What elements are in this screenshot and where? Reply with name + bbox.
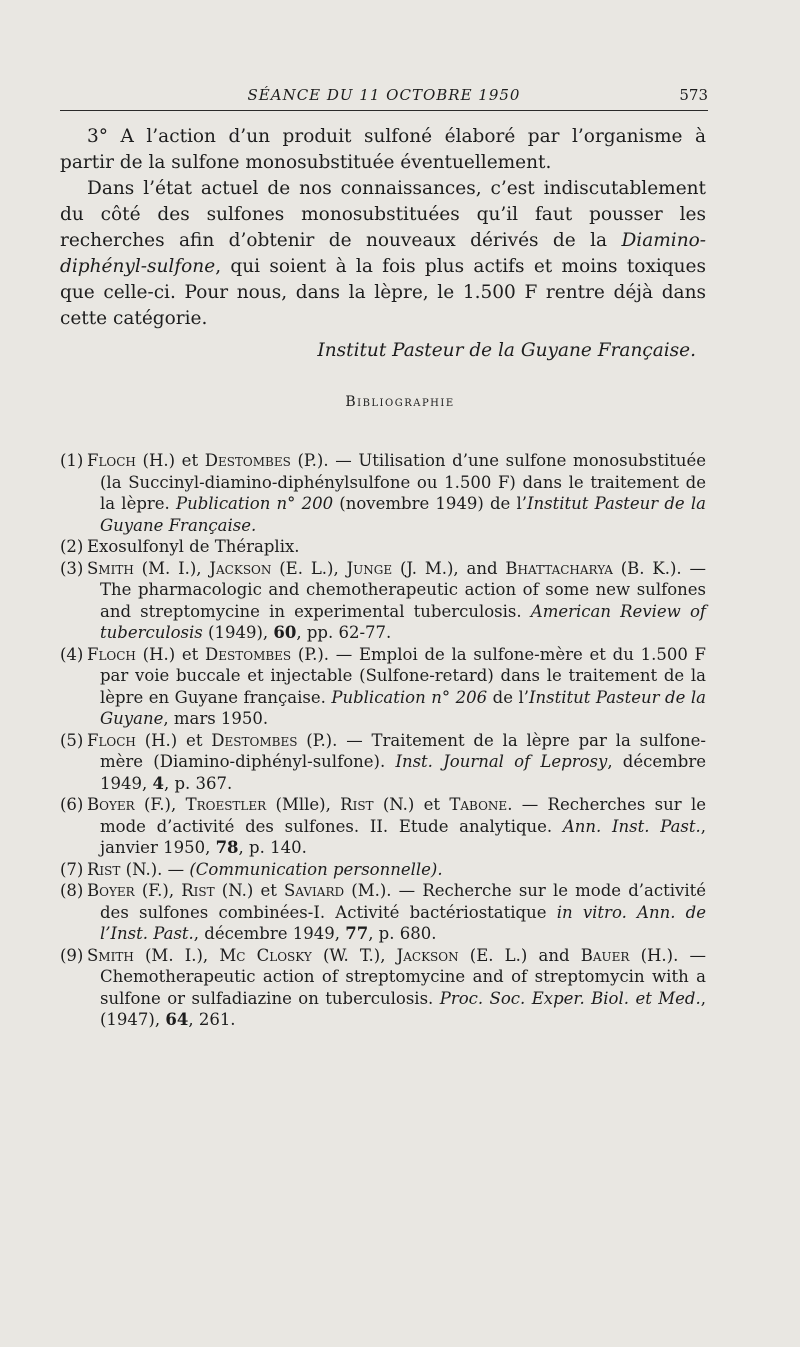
publication: (Communication personnelle). [189, 859, 443, 879]
reference-text: , janvier 1950, [100, 816, 707, 857]
reference-item [60, 644, 706, 730]
bibliography-title: Bibliographie [345, 394, 455, 410]
reference-text: (H.) et [135, 451, 205, 470]
reference-text: (H.) et [135, 730, 212, 750]
header-title: SÉANCE DU 11 OCTOBRE 1950 [247, 86, 521, 104]
reference-text: , p. 680. [368, 924, 437, 943]
author: Jackson [396, 945, 459, 965]
reference-text: (M.). — Recherche sur le mode d’activité des sulfones combinées-I. Activité bactériostatique [100, 881, 707, 922]
author: Rist [181, 881, 215, 900]
body-text [60, 124, 706, 364]
reference-text: (W. T.), [311, 945, 397, 965]
author: Rist [340, 795, 374, 814]
page-number: 573 [679, 86, 708, 104]
author: Rist [87, 859, 121, 879]
reference-text: . — Recherches sur le mode d’activité des sulfones. II. Etude analytique. [100, 795, 706, 836]
reference-number: (9) [60, 945, 84, 965]
reference-text: (N.) et [214, 881, 284, 900]
reference-text: , 261. [188, 1010, 236, 1029]
reference-text: (B. K.). — The pharmacologic and chemotherapeutic action of some new sulfones and streptomycine in experimental tuberculosis. [100, 558, 707, 621]
reference-text: (N.) et [373, 795, 450, 814]
reference-text: (H.). — Chemotherapeutic action of streptomycine and of streptomycin with a sulfone or sulfadiazine on tuberculosis. [100, 945, 707, 1008]
reference-text: (E. L.), [271, 558, 347, 578]
reference-text: (J. M.), and [392, 558, 506, 578]
reference-item [60, 945, 706, 1031]
reference-number: (6) [60, 795, 84, 814]
reference-text: (novembre 1949) de l’ [333, 494, 528, 513]
paragraph-text: Dans l’état actuel de nos connaissances, c’est indiscutablement du côté des sulfones monosubstituées qu’il faut pousser les recherches afin d’obtenir de nouveaux dérivés de la [60, 178, 706, 251]
author: Jackson [209, 558, 272, 578]
publication: American Review of tuberculosis [100, 601, 706, 642]
reference-text: (N.). — [120, 859, 190, 879]
author: Saviard [284, 881, 345, 900]
reference-item [60, 536, 706, 558]
reference-text: , pp. 62-77. [296, 623, 392, 642]
italic-term: Diamino-diphényl-sulfone [60, 230, 706, 277]
reference-text: (P.). — Utilisation d’une sulfone monosubstituée (la Succinyl-diamino-diphénylsulfone ou 1.500 F) dans le traitement de la lèpre. [100, 451, 707, 513]
author: Junge [346, 558, 393, 578]
author: Smith [87, 945, 134, 965]
reference-list [60, 450, 706, 1031]
reference-number: (2) [60, 537, 84, 556]
reference-text: (M. I.), [133, 558, 210, 578]
reference-text: , p. 367. [163, 773, 233, 793]
author: Smith [87, 558, 134, 578]
reference-text: , mars 1950. [163, 709, 269, 728]
volume: 78 [215, 838, 239, 857]
reference-item [60, 859, 706, 881]
author: Bauer [580, 945, 630, 965]
reference-item [60, 880, 706, 945]
reference-text: Exosulfonyl de Théraplix. [87, 537, 300, 556]
reference-text: (P.). — Emploi de la sulfone-mère et du 1.500 F par voie buccale et injectable (Sulfone-retard) dans le traitement de la lèpre en Guyane française. [100, 644, 706, 707]
volume: 64 [165, 1010, 189, 1029]
reference-text: de l’ [487, 687, 530, 707]
author: Bhattacharya [505, 558, 613, 578]
volume: 60 [273, 623, 297, 642]
volume: 77 [345, 924, 369, 943]
reference-text: (P.). — Traitement de la lèpre par la sulfone-mère (Diamino-diphényl-sulfone). [100, 730, 706, 771]
reference-text: (F.), [134, 881, 182, 900]
author: Destombes [204, 451, 291, 470]
reference-number: (3) [60, 558, 84, 578]
reference-number: (7) [60, 859, 84, 879]
author: Floch [87, 730, 136, 750]
reference-item [60, 794, 706, 859]
reference-number: (8) [60, 881, 84, 900]
reference-item [60, 450, 706, 536]
paragraph: 3° A l’action d’un produit sulfoné élaboré par l’organisme à partir de la sulfone monosubstituée éventuellement. [60, 126, 706, 173]
running-header [60, 80, 708, 111]
publication: Institut Pasteur de la Guyane [100, 687, 706, 728]
author: Floch [87, 451, 136, 470]
publication: Inst. Journal of Leprosy [395, 752, 608, 771]
reference-number: (1) [60, 451, 84, 470]
publication: Proc. Soc. Exper. Biol. et Med. [439, 988, 701, 1008]
reference-text: (Mlle), [266, 795, 341, 814]
author: Mc Closky [219, 945, 312, 965]
publication: Institut Pasteur de la Guyane Française. [100, 494, 706, 535]
author: Destombes [211, 730, 298, 750]
publication: in vitro. Ann. de l’Inst. Past. [100, 902, 706, 943]
reference-text: (E. L.) and [458, 945, 581, 965]
signature: Institut Pasteur de la Guyane Française. [317, 340, 696, 361]
paragraph [60, 176, 706, 332]
reference-text: , (1947), [100, 988, 706, 1029]
reference-text: , p. 140. [238, 838, 307, 857]
reference-text: (1949), [202, 623, 274, 642]
reference-text: , décembre 1949, [193, 924, 346, 943]
publication: Ann. Inst. Past. [562, 816, 701, 836]
reference-text: (M. I.), [133, 945, 220, 965]
volume: 4 [152, 773, 164, 793]
reference-text: (H.) et [135, 644, 206, 664]
paragraph-text: , qui soient à la fois plus actifs et moins toxiques que celle-ci. Pour nous, dans la lèpre, le 1.500 F rentre déjà dans cette catégorie. [60, 256, 706, 329]
publication: Publication n° 200 [175, 494, 334, 513]
reference-item [60, 558, 706, 644]
reference-number: (5) [60, 730, 84, 750]
author: Tabone [449, 795, 508, 814]
reference-text: (F.), [134, 795, 186, 814]
reference-number: (4) [60, 644, 84, 664]
author: Troestler [185, 795, 267, 814]
publication: Publication n° 206 [331, 687, 488, 707]
author: Destombes [205, 644, 292, 664]
author: Floch [87, 644, 136, 664]
author: Boyer [87, 881, 135, 900]
reference-item [60, 730, 706, 795]
author: Boyer [87, 795, 135, 814]
reference-text: , décembre 1949, [100, 752, 706, 793]
